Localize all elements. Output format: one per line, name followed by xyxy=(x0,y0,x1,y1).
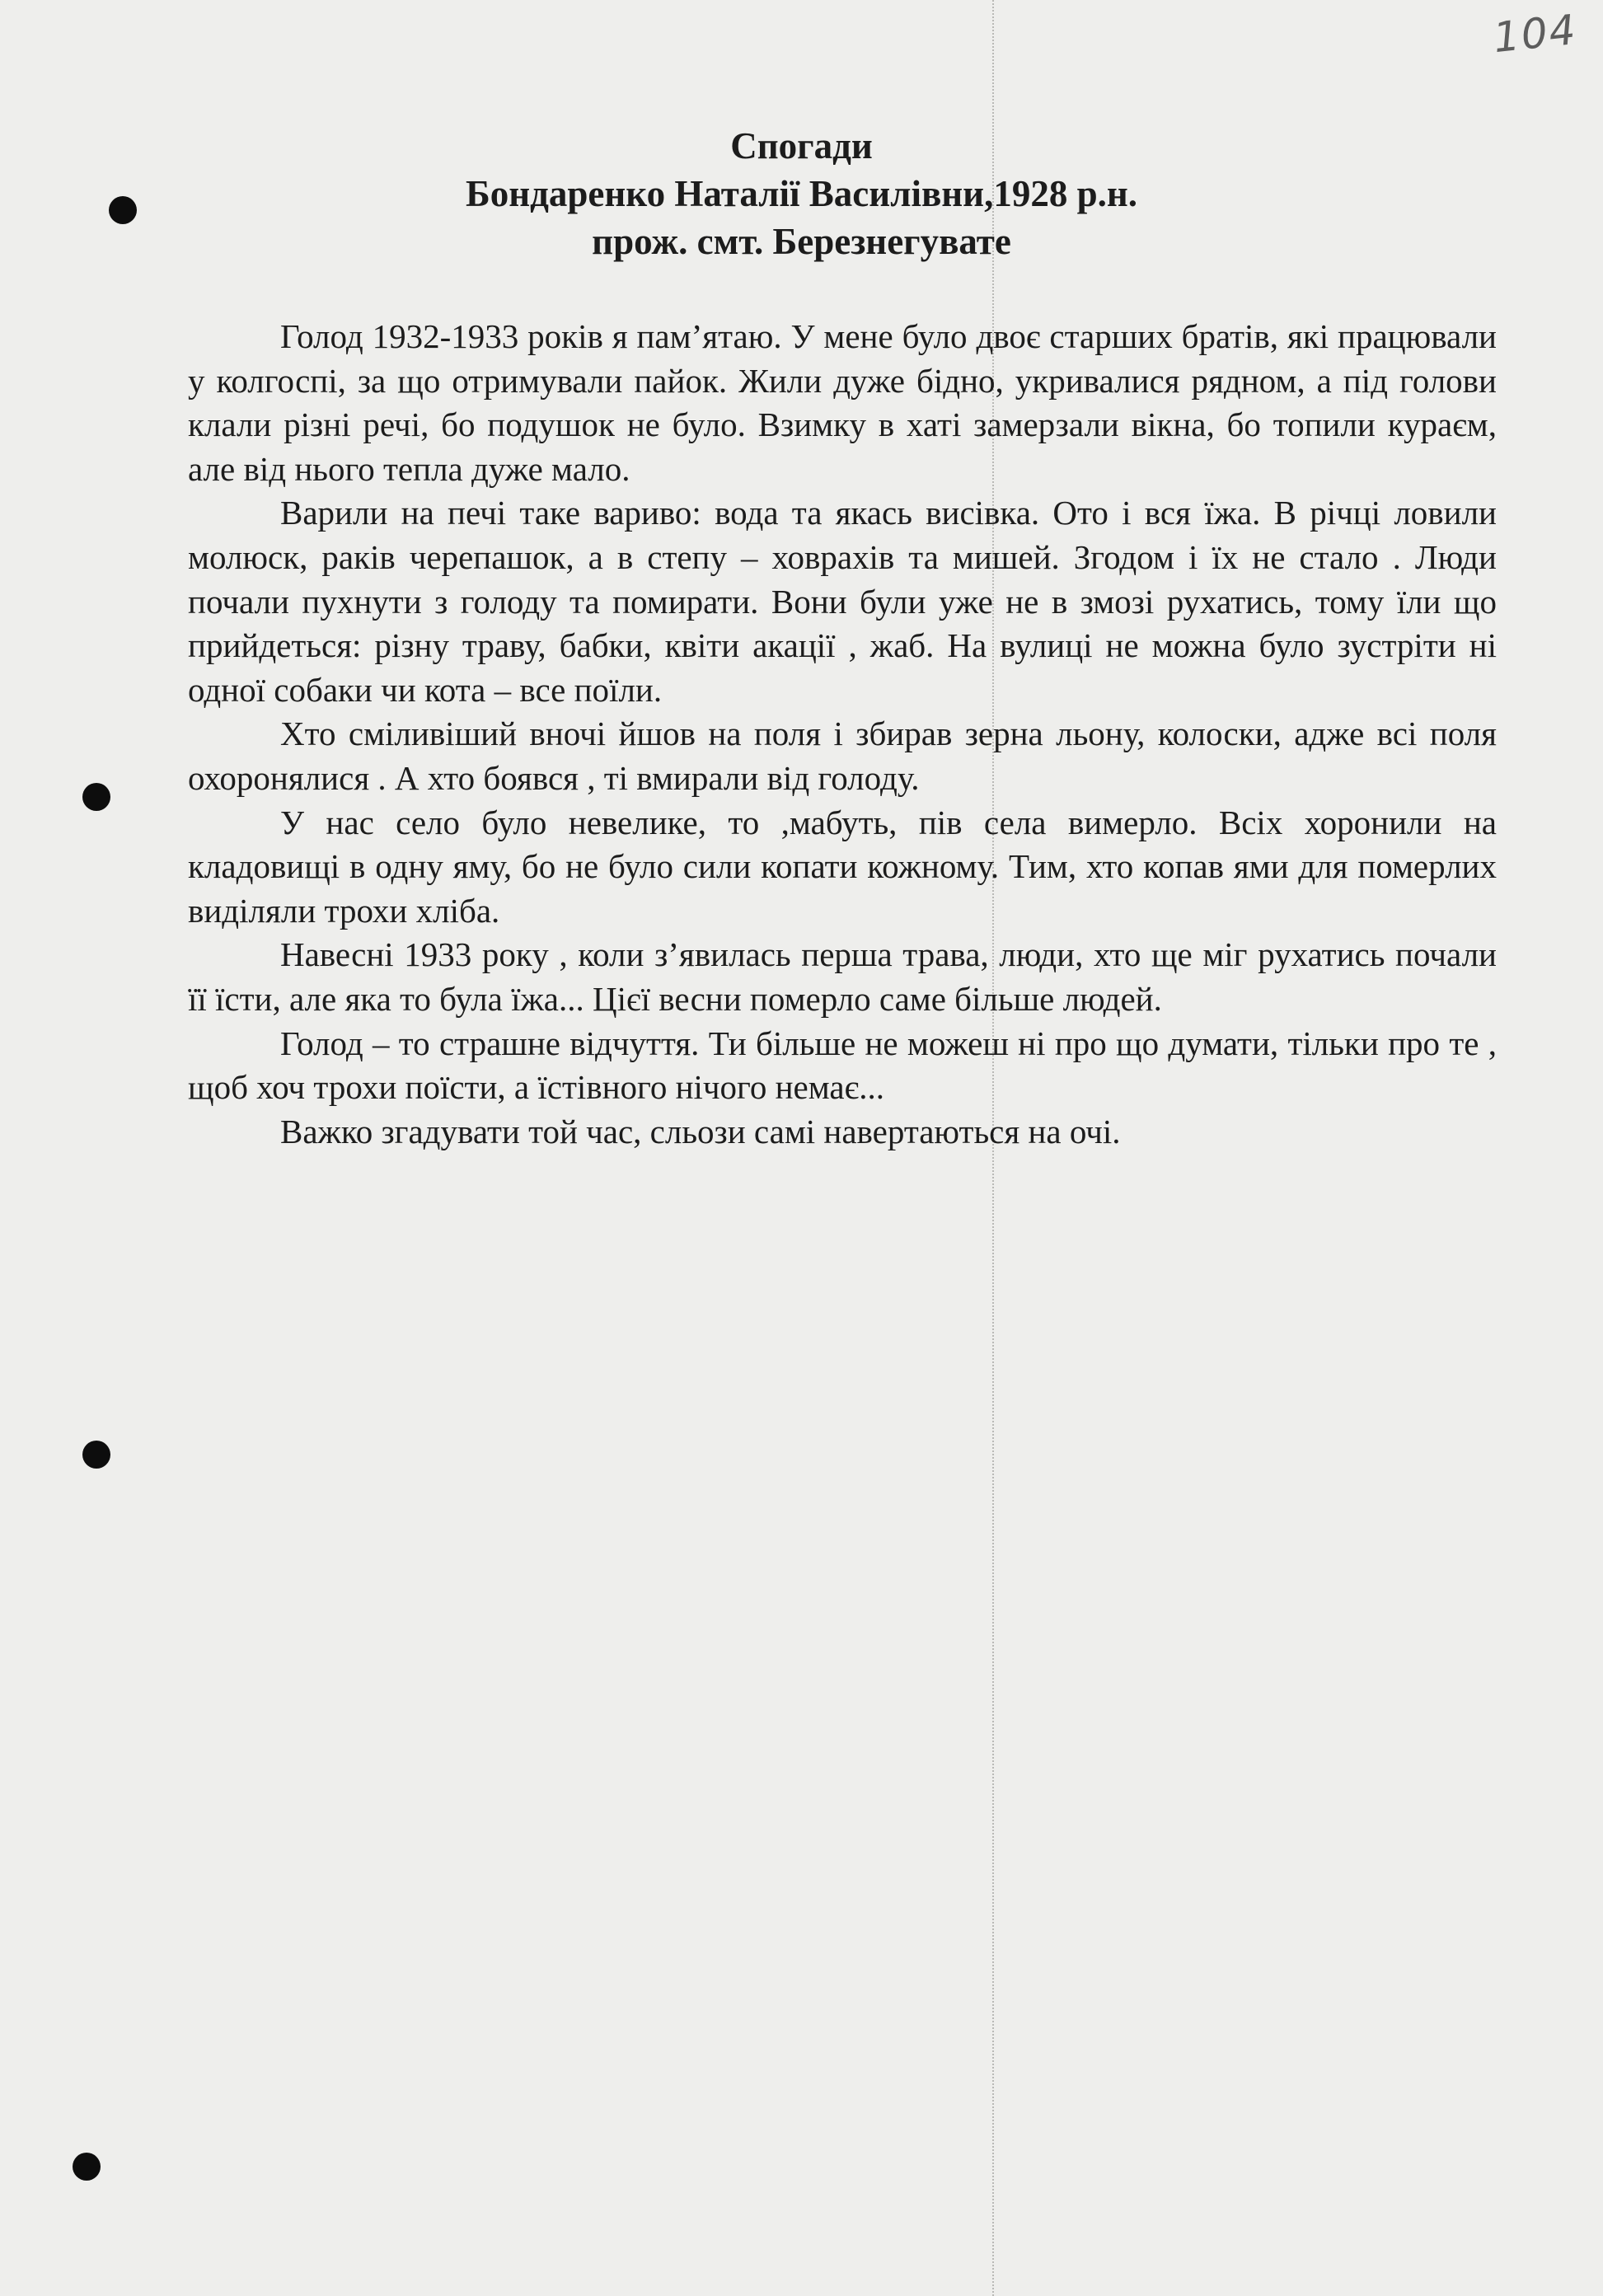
paragraph: У нас село було невелике, то ,мабуть, пів села вимерло. Всіх хоронили на кладовищі в одну яму, бо не було сили копати кожному. Тим, хто копав ями для померлих виділяли трохи хліба. xyxy=(188,803,1497,930)
punch-hole xyxy=(82,783,110,811)
punch-hole xyxy=(73,2153,101,2181)
author-name: Бондаренко Наталії Василівни,1928 р.н. xyxy=(465,173,1138,214)
paragraph: Навесні 1933 року , коли з’явилась перша трава, люди, хто ще міг рухатись почали її їсти, але яка то була їжа... Цієї весни померло саме більше людей. xyxy=(188,935,1497,1018)
paragraph: Важко згадувати той час, сльози самі навертаються на очі. xyxy=(280,1112,1121,1150)
paragraph: Голод 1932-1933 років я пам’ятаю. У мене було двоє старших братів, які працювали у колгоспі, за що отримували пайок. Жили дуже бідно, укривалися рядном, а під голови клали різні речі, бо подушок не було. Взимку в хаті замерзали вікна, бо топили кураєм, але від нього тепла дуже мало. xyxy=(188,317,1497,488)
punch-hole xyxy=(82,1441,110,1469)
paragraph: Хто сміливіший вночі йшов на поля і збирав зерна льону, колоски, адже всі поля охоронялися . А хто боявся , ті вмирали від голоду. xyxy=(188,715,1497,797)
paragraph: Голод – то страшне відчуття. Ти більше не можеш ні про що думати, тільки про те , щоб хоч трохи поїсти, а їстівного нічого немає... xyxy=(188,1024,1497,1107)
author-residence: прож. смт. Березнегувате xyxy=(592,221,1011,262)
document-title: Спогади xyxy=(730,125,873,166)
handwritten-page-number: 104 xyxy=(1491,5,1580,63)
paragraph: Варили на печі таке вариво: вода та якась висівка. Ото і вся їжа. В річці ловили молюск, раків черепашок, а в степу – ховрахів та мишей. Згодом і їх не стало . Люди почали пухнути з голоду та помирати. Вони були уже не в змозі рухатись, тому їли що прийдеться: різну траву, бабки, квіти акації , жаб. На вулиці не можна було зустріти ні одної собаки чи кота – все поїли. xyxy=(188,494,1497,709)
memoir-body xyxy=(188,315,1497,1154)
document-header xyxy=(0,122,1603,265)
